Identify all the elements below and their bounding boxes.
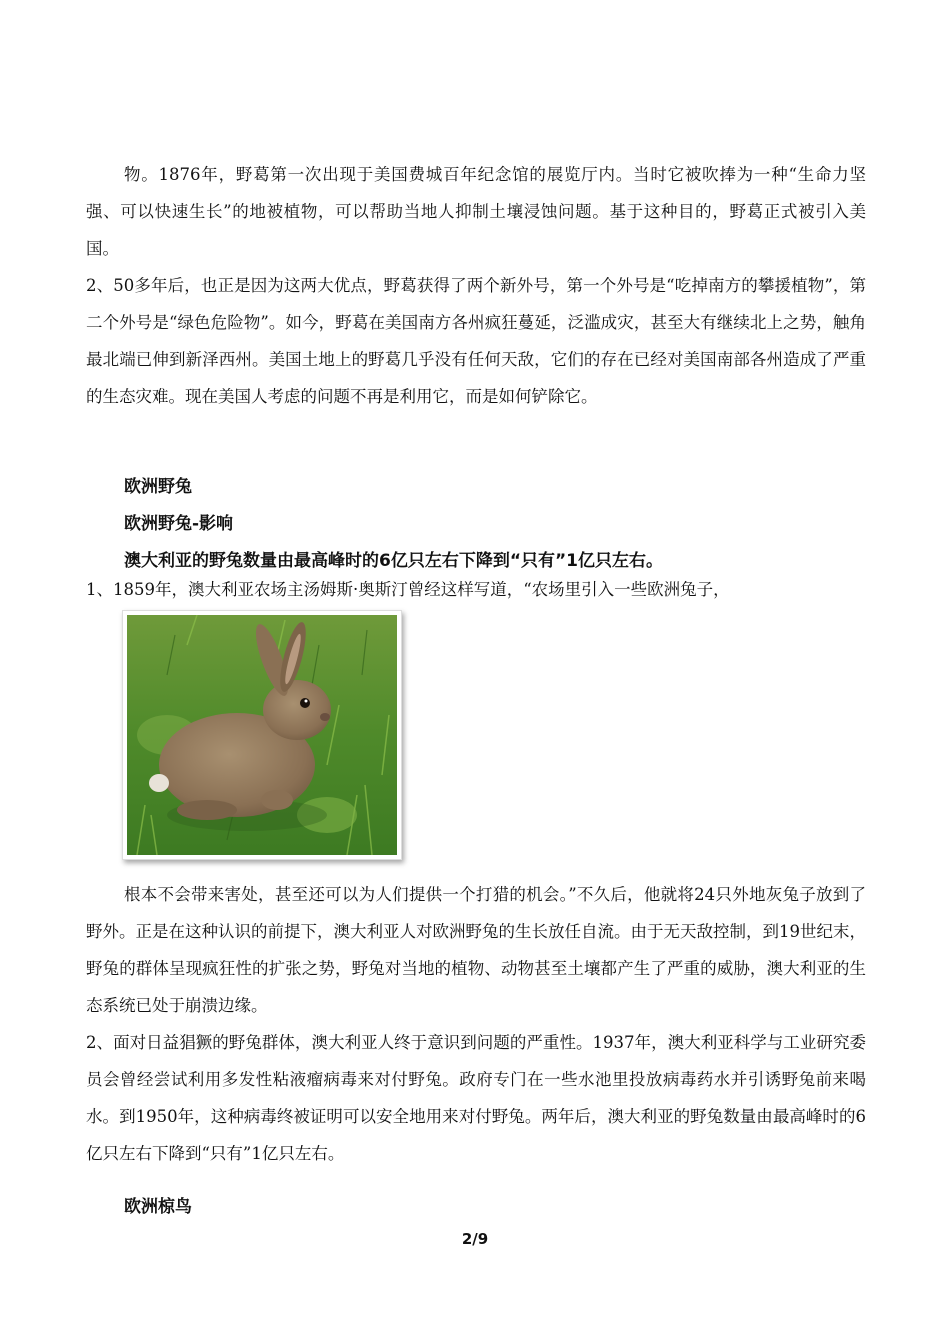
heading-european-rabbit: 欧洲野兔	[124, 477, 192, 497]
rabbit-photo	[122, 610, 402, 860]
heading-rabbit-population: 澳大利亚的野兔数量由最高峰时的6亿只左右下降到“只有”1亿只左右。	[124, 551, 664, 571]
paragraph-kudzu-intro: 物。1876年，野葛第一次出现于美国费城百年纪念馆的展览厅内。当时它被吹捧为一种“生命力坚强、可以快速生长”的地被植物，可以帮助当地人抑制土壤浸蚀问题。基于这种目的，野葛正式被引入美国。	[86, 165, 866, 258]
heading-rabbit-impact: 欧洲野兔-影响	[124, 514, 234, 534]
heading-european-starling: 欧洲椋鸟	[124, 1197, 192, 1217]
paragraph-rabbit-history-start: 1、1859年，澳大利亚农场主汤姆斯·奥斯汀曾经这样写道，“农场里引入一些欧洲兔子，	[86, 580, 730, 599]
rabbit-photo-image	[127, 615, 397, 855]
paragraph-rabbit-control: 2、面对日益猖獗的野兔群体，澳大利亚人终于意识到问题的严重性。1937年，澳大利亚科学与工业研究委员会曾经尝试利用多发性粘液瘤病毒来对付野兔。政府专门在一些水池里投放病毒药水并引诱野兔前来喝水。到1950年，这种病毒终被证明可以安全地用来对付野兔。两年后，澳大利亚的野兔数量由最高峰时的6亿只左右下降到“只有”1亿只左右。	[86, 1033, 866, 1163]
paragraph-rabbit-release: 根本不会带来害处，甚至还可以为人们提供一个打猎的机会。”不久后，他就将24只外地灰兔子放到了野外。正是在这种认识的前提下，澳大利亚人对欧洲野兔的生长放任自流。由于无天敌控制，到19世纪末，野兔的群体呈现疯狂性的扩张之势，野兔对当地的植物、动物甚至土壤都产生了严重的威胁，澳大利亚的生态系统已处于崩溃边缘。	[86, 885, 866, 1015]
page-number: 2/9	[461, 1230, 489, 1248]
paragraph-kudzu-nicknames: 2、50多年后，也正是因为这两大优点，野葛获得了两个新外号，第一个外号是“吃掉南方的攀援植物”，第二个外号是“绿色危险物”。如今，野葛在美国南方各州疯狂蔓延，泛滥成灾，甚至大有继续北上之势，触角最北端已伸到新泽西州。美国土地上的野葛几乎没有任何天敌，它们的存在已经对美国南部各州造成了严重的生态灾难。现在美国人考虑的问题不再是利用它，而是如何铲除它。	[86, 276, 866, 406]
